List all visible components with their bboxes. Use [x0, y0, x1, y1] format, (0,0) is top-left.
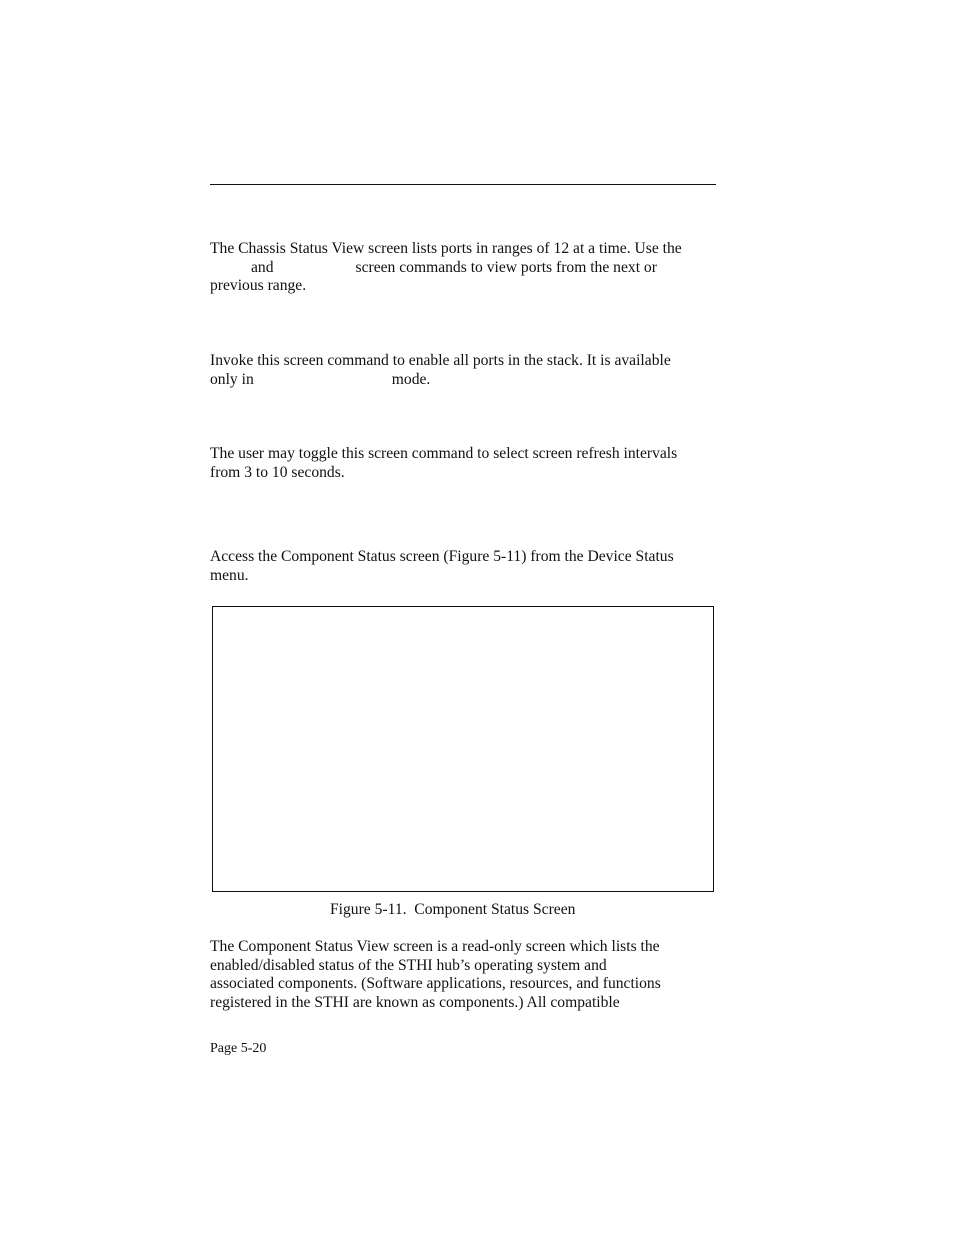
paragraph-enable-ports	[210, 352, 716, 389]
figure-caption-text: Figure 5-11. Component Status Screen	[330, 901, 576, 918]
paragraph-component-status-view	[210, 938, 716, 1012]
text-line: The Chassis Status View screen lists ports in ranges of 12 at a time. Use the	[210, 240, 682, 257]
text-line	[210, 259, 716, 278]
text-line: previous range.	[210, 277, 307, 295]
header-rule	[210, 184, 716, 185]
text-line: Access the Component Status screen (Figure 5-11) from the Device Status	[210, 548, 674, 565]
text-line: menu.	[210, 566, 249, 584]
paragraph-refresh-interval	[210, 445, 716, 482]
figure-screen-placeholder	[212, 606, 714, 892]
text-line: The Component Status View screen is a read-only screen which lists the	[210, 938, 660, 955]
text-line: registered in the STHI are known as components.) All compatible	[210, 993, 620, 1011]
text-line: from 3 to 10 seconds.	[210, 463, 345, 481]
page-number: Page 5-20	[210, 1041, 267, 1056]
text-fragment: screen commands to view ports from the next or	[355, 258, 657, 276]
text-line	[210, 371, 716, 390]
text-line: associated components. (Software applications, resources, and functions	[210, 975, 661, 993]
text-fragment: mode.	[391, 370, 431, 388]
text-line: The user may toggle this screen command to select screen refresh intervals	[210, 445, 678, 462]
text-fragment: and	[251, 258, 274, 276]
text-line: enabled/disabled status of the STHI hub’s operating system and	[210, 956, 607, 974]
text-line: Invoke this screen command to enable all ports in the stack. It is available	[210, 352, 671, 369]
paragraph-chassis-ranges	[210, 240, 716, 296]
paragraph-access-component-status	[210, 548, 716, 585]
text-fragment: only in	[210, 370, 254, 388]
